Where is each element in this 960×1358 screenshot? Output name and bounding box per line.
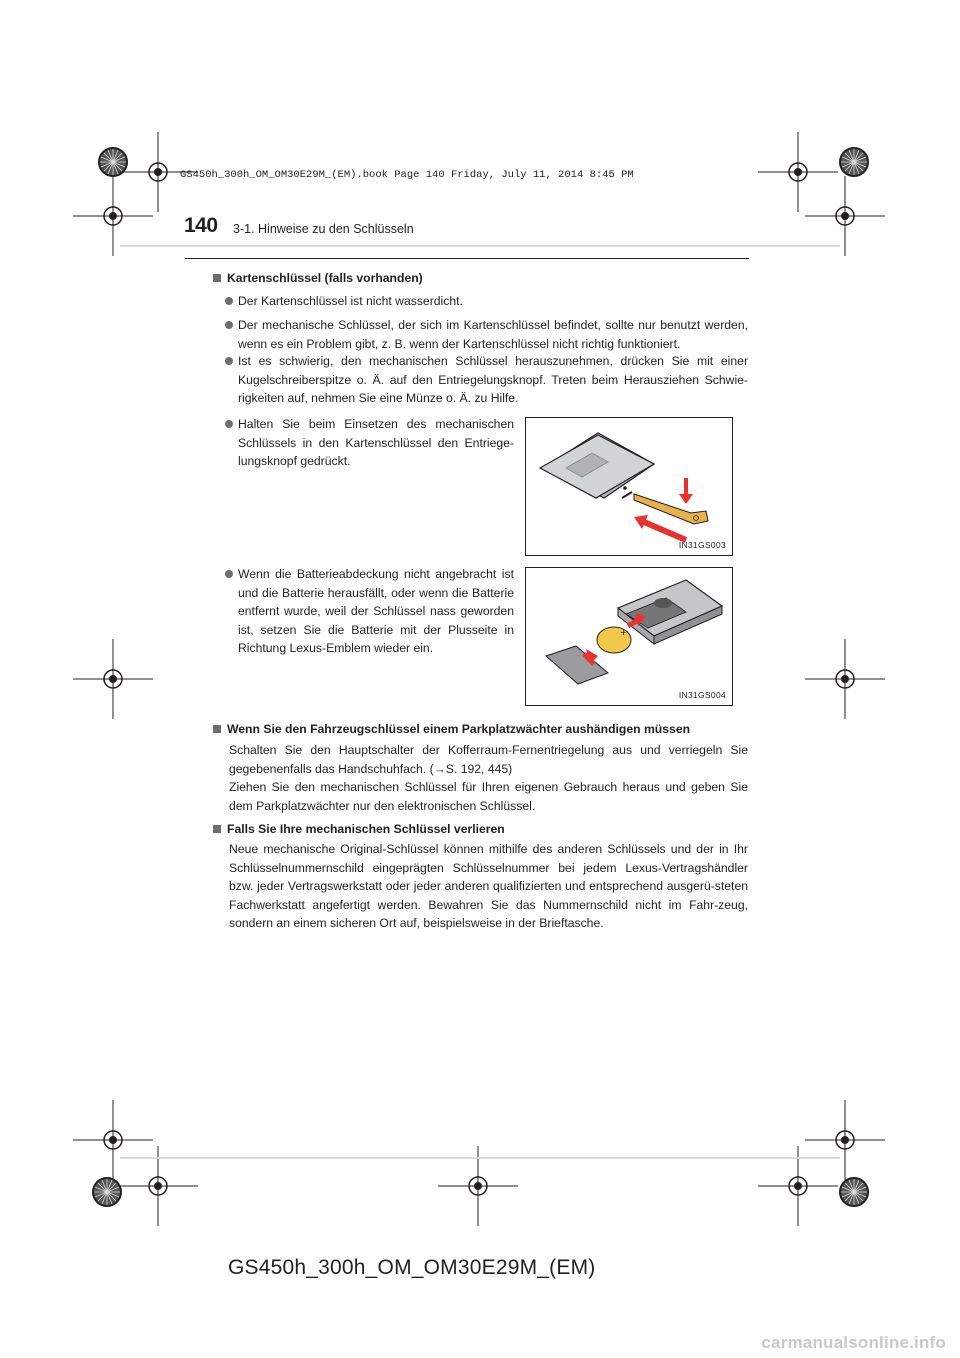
figure-battery-insert xyxy=(525,567,733,706)
page-number: 140 xyxy=(184,214,218,237)
battery-illustration xyxy=(526,568,732,705)
crop-mark-star-icon xyxy=(93,1178,121,1206)
header-rule xyxy=(185,258,749,259)
paragraph: Ziehen Sie den mechanischen Schlüssel für Ihren eigenen Gebrauch heraus und geben Sie dem Parkplatzwächter nur den elektronischen Schlüssel. xyxy=(229,780,748,813)
bullet-dot-icon xyxy=(225,357,233,365)
figure-label: IN31GS003 xyxy=(678,540,726,550)
document-code: GS450h_300h_OM_OM30E29M_(EM) xyxy=(228,1256,596,1279)
book-info-stamp: GS450h_300h_OM_OM30E29M_(EM).book Page 140 Friday, July 11, 2014 8:45 PM xyxy=(180,169,634,181)
crop-mark-star-icon xyxy=(840,1178,868,1206)
registration-mark-icon xyxy=(73,639,153,719)
watermark: carmanualsonline.info xyxy=(761,1333,946,1352)
svg-text:+: + xyxy=(620,628,627,637)
paragraph: Schalten Sie den Hauptschalter der Kofferraum-Fernentriegelung aus und verriegeln Sie gegebenenfalls das Handschuhfach. (→S. 192, 445) xyxy=(229,743,748,776)
section-heading: Kartenschlüssel (falls vorhanden) xyxy=(213,270,423,286)
bullet-dot-icon xyxy=(225,420,233,428)
square-bullet-icon xyxy=(213,725,221,733)
bullet-item: Der Kartenschlüssel ist nicht wasserdicht. xyxy=(238,292,748,311)
bullet-dot-icon xyxy=(225,321,233,329)
bullet-item: Wenn die Batterieabdeckung nicht angebracht ist und die Batterie herausfällt, oder wenn die Batterie entfernt wurde, weil der Schlüssel nass geworden ist, setzen Sie die Batterie mit der Plusseite in Richtung Lexus-Emblem wieder ein. xyxy=(238,565,514,658)
bullet-item: Ist es schwierig, den mechanischen Schlüssel herauszunehmen, drücken Sie mit einer Kugelschreiberspitze o. Ä. auf den Entriegelungsknopf. Treten beim Herausziehen Schwie-rigkeiten auf, nehmen Sie eine Münze o. Ä. zu Hilfe. xyxy=(238,352,748,408)
crop-mark-star-icon xyxy=(840,148,868,176)
card-key-illustration xyxy=(526,418,732,555)
registration-mark-icon xyxy=(758,132,838,212)
registration-mark-icon xyxy=(805,176,885,256)
section-heading: Wenn Sie den Fahrzeugschlüssel einem Parkplatzwächter aushändigen müssen xyxy=(213,721,690,737)
figure-label: IN31GS004 xyxy=(678,690,726,700)
figure-card-key-insert xyxy=(525,417,733,556)
section-title: 3-1. Hinweise zu den Schlüsseln xyxy=(233,222,414,236)
registration-mark-icon xyxy=(73,1100,153,1180)
square-bullet-icon xyxy=(213,274,221,282)
bullet-item: Der mechanische Schlüssel, der sich im Kartenschlüssel befindet, sollte nur benutzt werden, wenn es ein Problem gibt, z. B. wenn der Kartenschlüssel nicht richtig funktioniert. xyxy=(238,316,748,353)
registration-mark-icon xyxy=(73,176,153,256)
registration-mark-icon xyxy=(805,1100,885,1180)
registration-mark-icon xyxy=(805,639,885,719)
bullet-item: Halten Sie beim Einsetzen des mechanischen Schlüssels in den Kartenschlüssel den Entriege-lungsknopf gedrückt. xyxy=(238,415,514,471)
bullet-dot-icon xyxy=(225,297,233,305)
square-bullet-icon xyxy=(213,825,221,833)
section-heading: Falls Sie Ihre mechanischen Schlüssel verlieren xyxy=(213,821,505,837)
paragraph: Neue mechanische Original-Schlüssel können mithilfe des anderen Schlüssels und der in Ihr Schlüsselnummernschild eingeprägten Schlüsselnummer bei jedem Lexus-Vertragshändler bzw. jeder Vertragswerkstatt oder jeder anderen qualifizierten und entsprechend ausgerü-steten Fachwerkstatt angefertigt werden. Bewahren Sie das Nummernschild nicht im Fahr-zeug, sondern an einem sicheren Ort auf, beispielsweise in der Brieftasche. xyxy=(229,842,748,930)
bullet-dot-icon xyxy=(225,570,233,578)
